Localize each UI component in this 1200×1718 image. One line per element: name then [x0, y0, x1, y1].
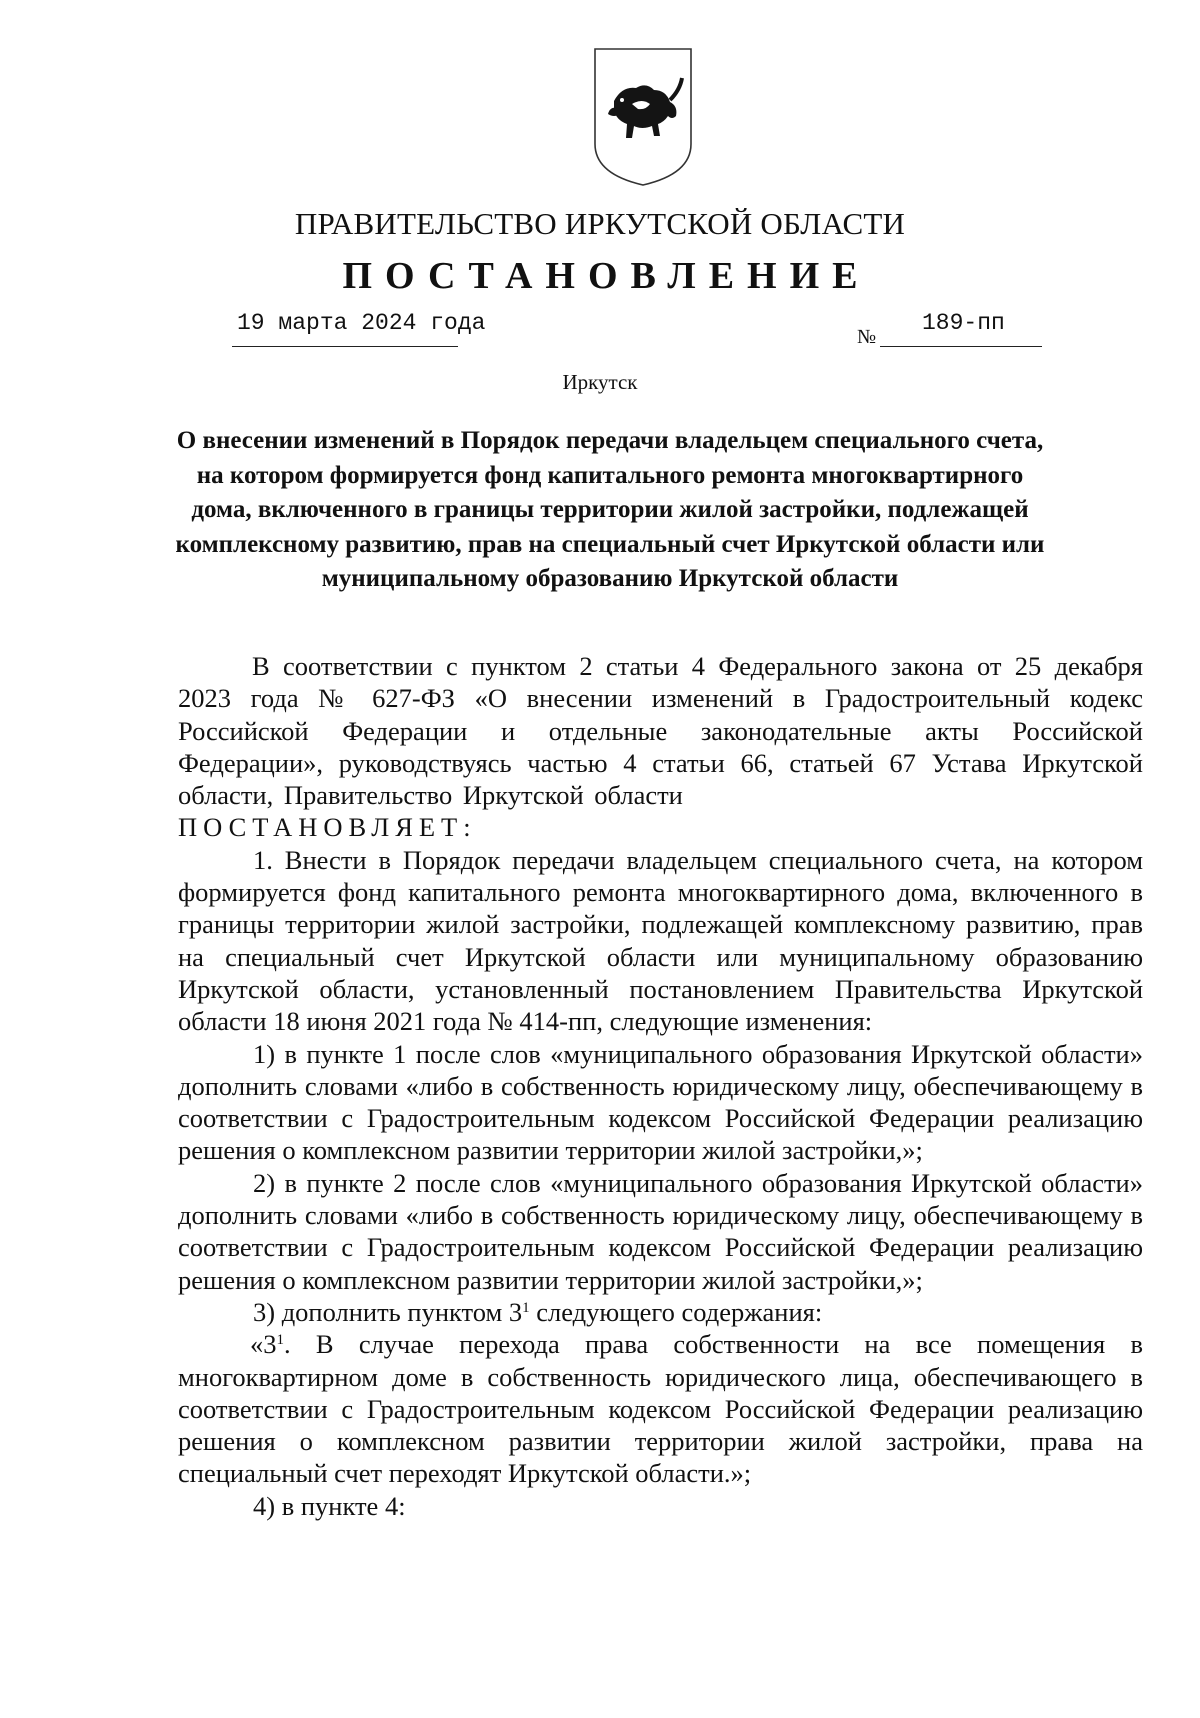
- superscript: 1: [276, 1332, 284, 1349]
- coat-of-arms-emblem: [592, 46, 694, 188]
- subitem-3-text-end: следующего содержания:: [529, 1296, 823, 1327]
- organization-name: ПРАВИТЕЛЬСТВО ИРКУТСКОЙ ОБЛАСТИ: [294, 206, 906, 241]
- preamble-paragraph: В соответствии с пунктом 2 статьи 4 Федерального закона от 25 декабря 2023 года № 627-ФЗ «О внесении изменений в Градостроительный кодекс Российской Федерации и отдельные законодательные акты Российской Федерации», руководствуясь частью 4 статьи 66, статьей 67 Устава Иркутской области, Правительство Иркутской области: [178, 651, 1143, 811]
- item-1-paragraph: 1. Внести в Порядок передачи владельцем специального счета, на котором формируется фонд капитального ремонта многоквартирного дома, включенного в границы территории жилой застройки, подлежащей комплексному развитию, прав на специальный счет Иркутской области или муниципальному образованию Иркутской области, установленный постановлением Правительства Иркутской области 18 июня 2021 года № 414-пп, следующие изменения:: [178, 844, 1143, 1037]
- subitem-2-paragraph: 2) в пункте 2 после слов «муниципального образования Иркутской области» дополнить словами «либо в собственность юридическому лицу, обеспечивающему в соответствии с Градостроительным кодексом Российской Федерации реализацию решения о комплексном развитии территории жилой застройки,»;: [178, 1167, 1143, 1295]
- irkutsk-coat-of-arms-icon: [592, 46, 694, 188]
- quoted-clause-number: «3: [250, 1329, 277, 1360]
- document-date: 19 марта 2024 года: [237, 310, 486, 336]
- document-title: О внесении изменений в Порядок передачи владельцем специального счета, на котором формируется фонд капитального ремонта многоквартирного дома, включенного в границы территории жилой застройки, подлежащей комплексному развитию, прав на специальный счет Иркутской области или муниципальному образованию Иркутской области: [175, 427, 1045, 592]
- document-body: [178, 650, 1143, 1522]
- number-label: №: [857, 326, 877, 348]
- subitem-1-paragraph: 1) в пункте 1 после слов «муниципального образования Иркутской области» дополнить словами «либо в собственность юридическому лицу, обеспечивающему в соответствии с Градостроительным кодексом Российской Федерации реализацию решения о комплексном развитии территории жилой застройки,»;: [178, 1038, 1143, 1166]
- document-type: ПОСТАНОВЛЕНИЕ: [342, 255, 871, 297]
- subitem-3-text: 3) дополнить пунктом 3: [253, 1296, 523, 1327]
- quoted-clause-text: . В случае перехода права собственности на все помещения в многоквартирном доме в собственность юридического лица, обеспечивающего в соответствии с Градостроительным кодексом Российской Федерации реализацию решения о комплексном развитии территории жилой застройки, права на специальный счет переходят Иркутской области.»;: [178, 1329, 1143, 1489]
- document-city: Иркутск: [562, 370, 638, 394]
- date-underline: [232, 346, 458, 347]
- number-underline: [880, 346, 1042, 347]
- superscript: 1: [522, 1299, 530, 1316]
- document-number: 189-пп: [922, 310, 1005, 336]
- subitem-4-paragraph: 4) в пункте 4:: [253, 1490, 406, 1521]
- quoted-clause-paragraph: [178, 1328, 1143, 1489]
- resolves-heading: ПОСТАНОВЛЯЕТ:: [178, 812, 477, 843]
- subitem-3-paragraph: [178, 1296, 1143, 1328]
